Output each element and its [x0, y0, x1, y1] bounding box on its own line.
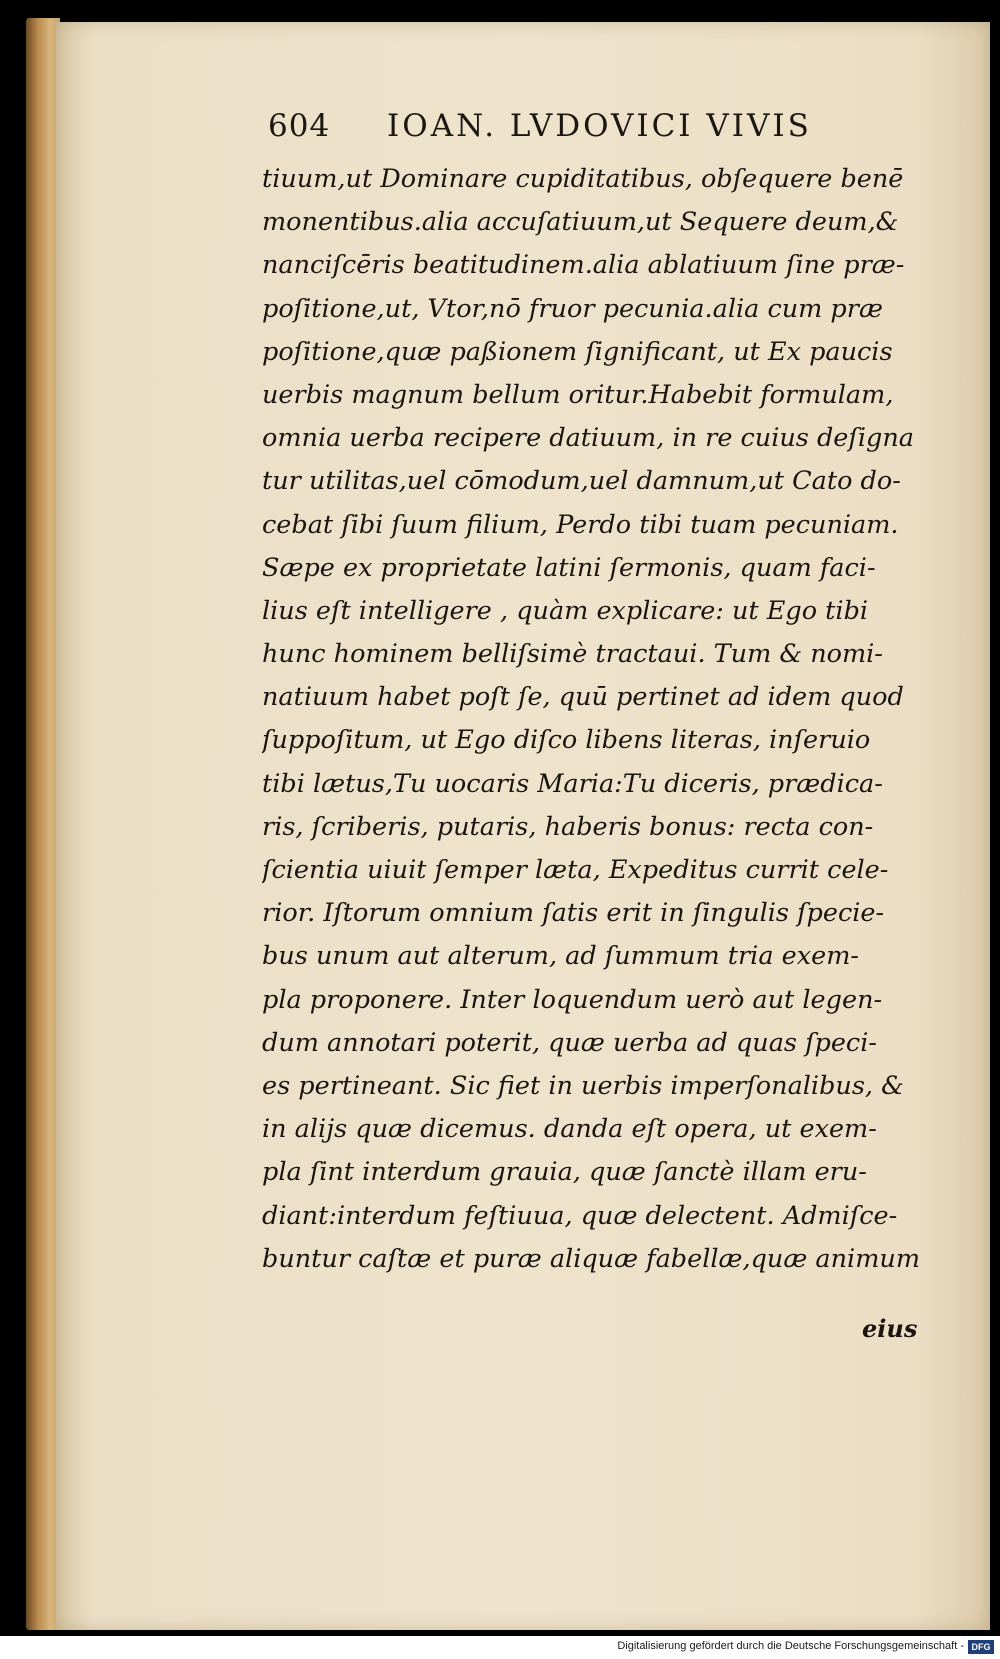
text-line: Sæpe ex proprietate latini ſermonis, quam faci- — [262, 552, 876, 583]
running-head: IOAN. LVDOVICI VIVIS — [387, 108, 812, 144]
text-line: in alijs quæ dicemus. danda eſt opera, ut exem- — [262, 1114, 877, 1145]
text-line: ſcientia uiuit ſemper læta, Expeditus currit cele- — [262, 855, 889, 885]
text-line: uerbis magnum bellum oritur.Habebit formulam, — [262, 379, 894, 410]
body-text — [262, 158, 922, 1281]
page-header — [268, 108, 908, 148]
text-line: diant:interdum feſtiuua, quæ delectent. Admiſce- — [262, 1200, 898, 1231]
digitization-footer — [0, 1636, 1000, 1659]
page-number: 604 — [268, 108, 331, 144]
text-line: ris, ſcriberis, putaris, haberis bonus: recta con- — [262, 811, 874, 842]
text-line: poſitione,quæ paßionem ſignificant, ut Ex paucis — [262, 336, 893, 367]
text-line: pla ſint interdum grauia, quæ ſanctè illam eru- — [262, 1157, 867, 1188]
text-line: nanciſcēris beatitudinem.alia ablatiuum ſine præ- — [262, 250, 905, 281]
text-line: hunc hominem belliſsimè tractaui. Tum & nomi- — [262, 639, 883, 670]
book-edge — [26, 18, 60, 1630]
text-line: buntur caſtæ et puræ aliquæ fabellæ,quæ animum — [262, 1243, 920, 1274]
funding-credit: Digitalisierung gefördert durch die Deutsche Forschungsgemeinschaft - — [617, 1640, 964, 1652]
text-line: tur utilitas,uel cōmodum,uel damnum,ut Cato do- — [262, 466, 901, 497]
text-line: poſitione,ut, Vtor,nō fruor pecunia.alia cum præ — [262, 293, 883, 324]
text-line: lius eſt intelligere , quàm explicare: ut Ego tibi — [262, 595, 869, 626]
text-line: rior. Iſtorum omnium ſatis erit in ſingulis ſpecie- — [262, 898, 885, 929]
text-line: ſuppoſitum, ut Ego diſco libens literas, inſeruio — [262, 725, 871, 756]
text-line: dum annotari poterit, quæ uerba ad quas ſpeci- — [262, 1027, 877, 1058]
text-line: tiuum,ut Dominare cupiditatibus, obſequere benē — [262, 164, 904, 194]
text-line: es pertineant. Sic fiet in uerbis imperſonalibus, & — [262, 1070, 904, 1101]
text-line: omnia uerba recipere datiuum, in re cuius deſigna — [262, 423, 914, 454]
text-line: monentibus.alia accuſatiuum,ut Sequere deum,& — [262, 207, 899, 238]
text-line: natiuum habet poſt ſe, quū pertinet ad idem quod — [262, 682, 904, 713]
dfg-logo-icon: DFG — [968, 1640, 994, 1654]
text-line: cebat ſibi ſuum filium, Perdo tibi tuam pecuniam. — [262, 509, 899, 540]
text-line: tibi lætus,Tu uocaris Maria:Tu diceris, prædica- — [262, 768, 883, 799]
text-line: pla proponere. Inter loquendum uerò aut legen- — [262, 984, 883, 1015]
text-line: bus unum aut alterum, ad ſummum tria exem- — [262, 941, 859, 972]
catchword: eius — [862, 1314, 918, 1343]
